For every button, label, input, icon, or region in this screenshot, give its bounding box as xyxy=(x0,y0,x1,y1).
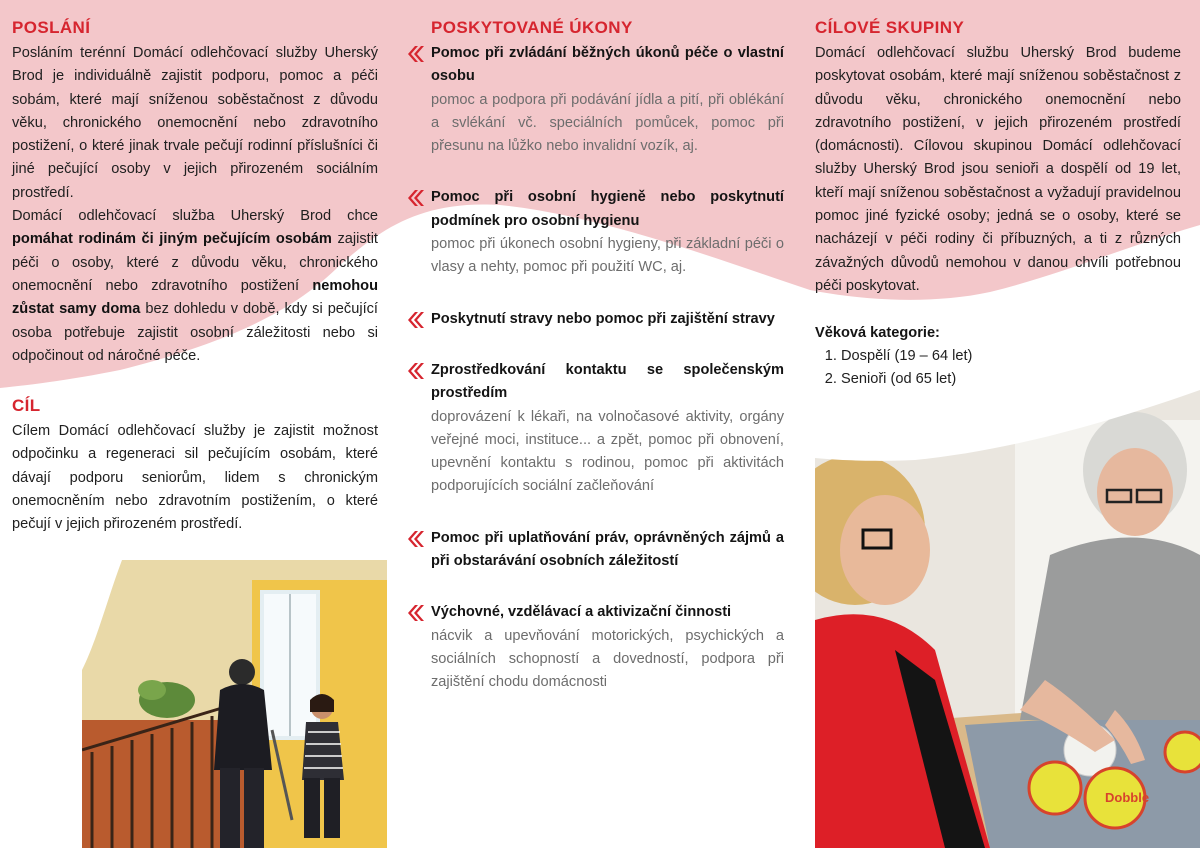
red-stripes-icon xyxy=(406,361,428,381)
target-groups-text: Domácí odlehčovací službu Uherský Brod budeme poskytovat osobám, které mají sníženou soběstačnost z důvodu věku, chronického onemocnění nebo zdravotního postižení, v jejich přirozeném prostředí (domácnosti). Cílovou skupinou Domácí odlehčovací služby Uherský Brod jsou senioři a dospělí od 19 let, kteří mají sníženou soběstačnost a vyžadují pravidelnou pomoc jiné fyzické osoby; jedná se o osoby, které se nacházejí v péči rodiny či příbuzných, a ti z různých závažných důvodů nemohou v danou chvíli potřebnou péči poskytovat. xyxy=(815,45,1181,294)
service-title: Zprostředkování kontaktu se společenským prostředím xyxy=(431,361,784,402)
service-title: Pomoc při uplatňování práv, oprávněných zájmů a při obstarávání osobních záležitostí xyxy=(431,529,784,570)
services-list xyxy=(406,42,784,695)
service-item xyxy=(406,308,784,331)
red-stripes-icon xyxy=(406,310,428,330)
service-item xyxy=(406,527,784,574)
heading-cilove-skupiny: CÍLOVÉ SKUPINY xyxy=(815,18,965,37)
age-category-item: 1. Dospělí (19 – 64 let) xyxy=(841,345,1181,368)
mission-text-2: Domácí odlehčovací služba Uherský Brod chce pomáhat rodinám či jiným pečujícím osobám zajistit péči o osoby, které z důvodu věku, chronického onemocnění nebo zdravotního postižení nemohou zůstat samy doma bez dohledu v době, kdy si pečující osoba potřebuje zajistit osobní záležitosti nebo si odpočinout od náročné péče. xyxy=(12,208,378,364)
red-stripes-icon xyxy=(406,529,428,549)
mission-text: Posláním terénní Domácí odlehčovací služby Uherský Brod je individuálně zajistit podporu, pomoc a péči sobám, které mají sníženou soběstačnost z důvodu věku, chronického onemocnění nebo zdravotního postižení, o které jinak trvale pečují rodinní příslušníci či jiné pečující osoby v jejich přirozeném sociálním prostředí. xyxy=(12,45,378,201)
column-target-groups xyxy=(815,18,1181,391)
service-title: Výchovné, vzdělávací a aktivizační činnosti xyxy=(431,604,732,621)
heading-ukony: POSKYTOVANÉ ÚKONY xyxy=(431,18,633,37)
column-mission xyxy=(12,18,378,537)
service-title: Poskytnutí stravy nebo pomoc při zajištění stravy xyxy=(431,310,775,327)
age-category-list xyxy=(815,345,1181,391)
goal-text: Cílem Domácí odlehčovací služby je zajistit možnost odpočinku a regeneraci sil pečujícím osobám, které dávají podporu seniorům, lidem s chronickým onemocněním nebo zdravotním postižením, o které pečují v jejich přirozeném prostředí. xyxy=(12,423,378,533)
service-description: nácvik a upevňování motorických, psychických a sociálních schopností a dovedností, podpora při zajištění chodu domácnosti xyxy=(431,627,784,691)
red-stripes-icon xyxy=(406,603,428,623)
service-item xyxy=(406,601,784,694)
service-description: doprovázení k lékaři, na volnočasové aktivity, orgány veřejné moci, instituce... a zpět, pomoc při obnovení, upevnění kontaktu s rodinou, pomoc při aktivitách podporujících sociální začleňování xyxy=(431,408,784,495)
red-stripes-icon xyxy=(406,44,428,64)
column-services xyxy=(406,18,784,723)
photo-board-game xyxy=(815,380,1200,848)
service-title: Pomoc při osobní hygieně nebo poskytnutí podmínek pro osobní hygienu xyxy=(431,189,784,229)
service-item xyxy=(406,42,784,158)
service-item xyxy=(406,359,784,499)
game-card-text: Dobble xyxy=(1105,790,1150,805)
heading-poslani: POSLÁNÍ xyxy=(12,18,91,37)
service-item xyxy=(406,186,784,279)
service-description: pomoc a podpora při podávání jídla a pití, při oblékání a svlékání vč. speciálních pomůcek, pomoc při přesunu na lůžko nebo invalidní vozík, aj. xyxy=(431,91,784,155)
heading-cil: CÍL xyxy=(12,396,41,416)
service-title: Pomoc při zvládání běžných úkonů péče o vlastní osobu xyxy=(431,45,784,85)
age-category-item: 2. Senioři (od 65 let) xyxy=(841,368,1181,391)
red-stripes-icon xyxy=(406,188,428,208)
service-description: pomoc při úkonech osobní hygieny, při základní péči o vlasy a nehty, pomoc při použití WC, aj. xyxy=(431,236,784,276)
age-category-title: Věková kategorie: xyxy=(815,325,940,342)
photo-stairs-assistance xyxy=(82,560,387,848)
